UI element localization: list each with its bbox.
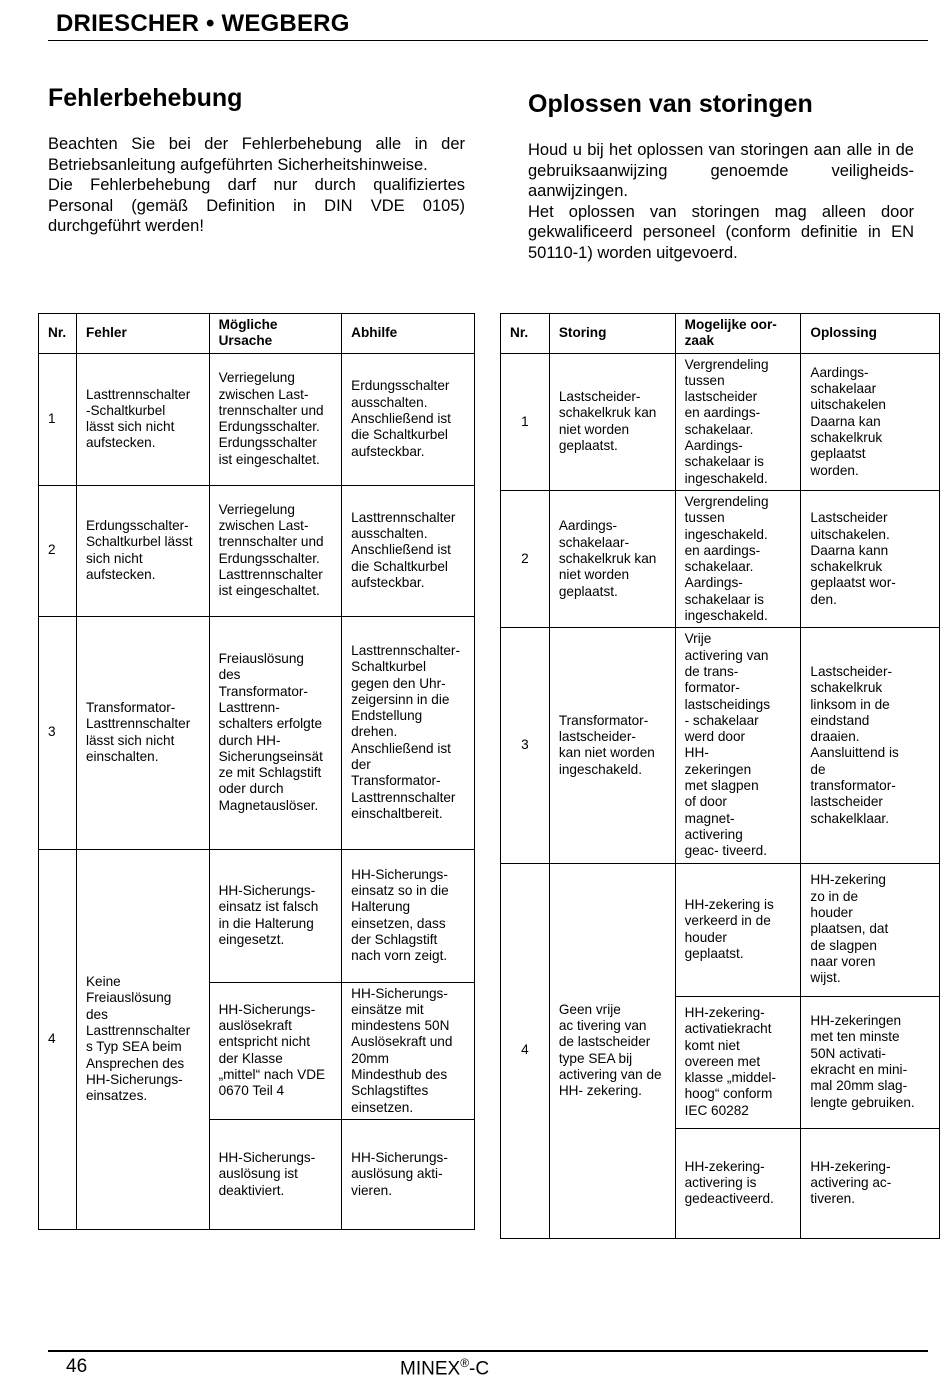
right-intro: [528, 140, 914, 263]
ursache-cell: Freiauslösung des Transformator- Lasttrenn- schalters erfolgte durch HH- Sicherungseinsät ze mit Schlagstift oder durch Magnetauslöser.: [209, 616, 342, 849]
table-header-row: [501, 314, 940, 354]
abhilfe-cell: HH-Sicherungs- einsätze mit mindestens 50N Auslösekraft und 20mm Mindesthub des Schlagstiftes einsetzen.: [342, 982, 475, 1119]
left-intro: [48, 134, 465, 237]
table-header-row: [39, 314, 475, 354]
left-intro-p2: Die Fehlerbehebung darf nur durch qualifiziertes Personal (gemäß Definition in DIN VDE 0105) durchgeführt werden!: [48, 176, 465, 235]
oplossing-cell: HH-zekering- activering ac- tiveren.: [801, 1128, 940, 1238]
oplossing-cell: Lastscheider- schakelkruk linksom in de eindstand draaien. Aansluittend is de transformator- lastscheider schakelklaar.: [801, 628, 940, 863]
header-cell-ursache: Mögliche Ursache: [209, 314, 342, 354]
registered-mark: ®: [460, 1356, 470, 1370]
table-row: [501, 863, 940, 996]
oplossing-cell: Lastscheider uitschakelen. Daarna kann schakelkruk geplaatst wor- den.: [801, 490, 940, 627]
right-fault-table: [500, 313, 940, 1239]
abhilfe-cell: HH-Sicherungs- einsatz so in die Halterung einsetzen, dass der Schlagstift nach vorn zeigt.: [342, 849, 475, 982]
header-cell-storing: Storing: [549, 314, 675, 354]
fehler-cell: Transformator- Lasttrennschalter lässt sich nicht einschalten.: [76, 616, 209, 849]
oorzaak-cell: HH-zekering is verkeerd in de houder geplaatst.: [675, 863, 801, 996]
product-label: MINEX: [400, 1358, 461, 1380]
product-suffix: -C: [469, 1358, 490, 1380]
left-fault-table: [38, 313, 475, 1230]
oorzaak-cell: Vergrendeling tussen ingeschakeld. en aardings- schakelaar. Aardings- schakelaar is ingeschakeld.: [675, 490, 801, 627]
header-cell-fehler: Fehler: [76, 314, 209, 354]
fehler-cell: Keine Freiauslösung des Lasttrennschalter s Typ SEA beim Ansprechen des HH-Sicherungs- einsatzes.: [76, 849, 209, 1229]
table-row: [39, 849, 475, 982]
storing-cell: Lastscheider- schakelkruk kan niet worden geplaatst.: [549, 353, 675, 490]
storing-cell: Geen vrije ac tivering van de lastscheider type SEA bij activering van de HH- zekering.: [549, 863, 675, 1238]
oplossing-cell: HH-zekeringen met ten minste 50N activati- ekracht en mini- mal 20mm slag- lengte gebruiken.: [801, 996, 940, 1128]
table-row: [39, 616, 475, 849]
oorzaak-cell: HH-zekering- activatiekracht komt niet overeen met klasse „middel- hoog“ conform IEC 60282: [675, 996, 801, 1128]
ursache-cell: HH-Sicherungs- auslösekraft entspricht nicht der Klasse „mittel“ nach VDE 0670 Teil 4: [209, 982, 342, 1119]
header-cell-oorzaak: Mogelijke oor- zaak: [675, 314, 801, 354]
oorzaak-cell: Vergrendeling tussen lastscheider en aardings- schakelaar. Aardings- schakelaar is ingeschakeld.: [675, 353, 801, 490]
table-row: [501, 628, 940, 863]
abhilfe-cell: Erdungsschalter ausschalten. Anschließend ist die Schaltkurbel aufsteckbar.: [342, 353, 475, 485]
ursache-cell: Verriegelung zwischen Last- trennschalter und Erdungsschalter. Erdungsschalter ist eingeschaltet.: [209, 353, 342, 485]
oplossing-cell: HH-zekering zo in de houder plaatsen, dat de slagpen naar voren wijst.: [801, 863, 940, 996]
footer-rule: [48, 1350, 928, 1352]
oplossing-cell: Aardings- schakelaar uitschakelen Daarna kan schakelkruk geplaatst worden.: [801, 353, 940, 490]
product-name: [400, 1356, 489, 1380]
header-cell-oplossing: Oplossing: [801, 314, 940, 354]
fehler-cell: Lasttrennschalter -Schaltkurbel lässt sich nicht aufstecken.: [76, 353, 209, 485]
table-row: [39, 353, 475, 485]
row-number: 2: [501, 490, 550, 627]
row-number: 1: [501, 353, 550, 490]
row-number: 4: [39, 849, 77, 1229]
storing-cell: Aardings- schakelaar- schakelkruk kan niet worden geplaatst.: [549, 490, 675, 627]
right-title: Oplossen van storingen: [528, 90, 813, 118]
abhilfe-cell: Lasttrennschalter ausschalten. Anschließend ist die Schaltkurbel aufsteckbar.: [342, 485, 475, 616]
table-row: [501, 490, 940, 627]
header-cell-nr: Nr.: [501, 314, 550, 354]
abhilfe-cell: Lasttrennschalter- Schaltkurbel gegen den Uhr- zeigersinn in die Endstellung drehen. Anschließend ist der Transformator- Lasttrennschalter einschaltbereit.: [342, 616, 475, 849]
header-cell-abhilfe: Abhilfe: [342, 314, 475, 354]
oorzaak-cell: HH-zekering- activering is gedeactiveerd.: [675, 1128, 801, 1238]
left-intro-p1: Beachten Sie bei der Fehlerbehebung alle in der Betriebsanleitung aufgeführten Sicherheitshinweise.: [48, 135, 465, 174]
oorzaak-cell: Vrije activering van de trans- formator- lastscheidings - schakelaar werd door HH- zekeringen met slagpen of door magnet- activering geac- tiveerd.: [675, 628, 801, 863]
row-number: 3: [39, 616, 77, 849]
table-row: [39, 485, 475, 616]
ursache-cell: Verriegelung zwischen Last- trennschalter und Erdungsschalter. Lasttrennschalter ist eingeschaltet.: [209, 485, 342, 616]
ursache-cell: HH-Sicherungs- auslösung ist deaktiviert.: [209, 1119, 342, 1229]
header-cell-nr: Nr.: [39, 314, 77, 354]
left-title: Fehlerbehebung: [48, 84, 243, 112]
row-number: 2: [39, 485, 77, 616]
fehler-cell: Erdungsschalter- Schaltkurbel lässt sich nicht aufstecken.: [76, 485, 209, 616]
row-number: 3: [501, 628, 550, 863]
table-row: [501, 353, 940, 490]
row-number: 4: [501, 863, 550, 1238]
abhilfe-cell: HH-Sicherungs- auslösung akti- vieren.: [342, 1119, 475, 1229]
right-intro-p2: Het oplossen van storingen mag alleen door gekwalificeerd personeel (conform definitie in EN 50110-1) worden uitgevoerd.: [528, 202, 914, 262]
right-intro-p1: Houd u bij het oplossen van storingen aan alle in de gebruiksaanwijzing genoemde veiligheids-aanwijzingen.: [528, 141, 914, 200]
storing-cell: Transformator- lastscheider- kan niet worden ingeschakeld.: [549, 628, 675, 863]
header-rule: [48, 40, 928, 41]
page-number: 46: [66, 1356, 88, 1377]
ursache-cell: HH-Sicherungs- einsatz ist falsch in die Halterung eingesetzt.: [209, 849, 342, 982]
brand-header: DRIESCHER • WEGBERG: [56, 10, 350, 37]
row-number: 1: [39, 353, 77, 485]
